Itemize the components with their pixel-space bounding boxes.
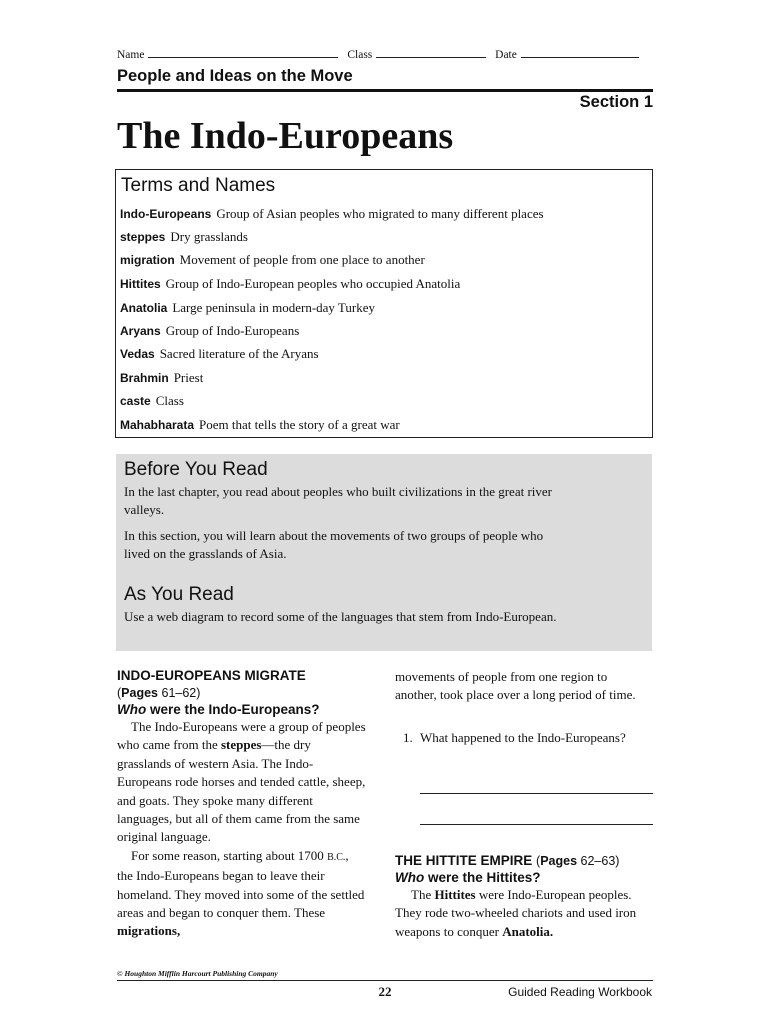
pages-word: Pages [540, 854, 578, 868]
term-definition: Movement of people from one place to another [179, 252, 425, 267]
key-term: Hittites [434, 887, 476, 902]
term-definition: Priest [173, 370, 204, 385]
header-rule [117, 89, 653, 92]
term-definition: Group of Indo-European peoples who occupied Anatolia [165, 276, 461, 291]
term-definition: Poem that tells the story of a great war [199, 417, 400, 432]
as-you-read-heading: As You Read [124, 584, 234, 605]
text-run: The Indo-Europeans were a group of peoples who came from the [117, 719, 366, 753]
terms-box [115, 169, 653, 438]
body-paragraph: movements of people from one region to another, took place over a long period of time. [395, 669, 636, 703]
section-heading [395, 853, 650, 868]
date-label: Date [495, 49, 517, 61]
student-info-line [117, 46, 653, 61]
name-label: Name [117, 49, 145, 61]
hittite-section [395, 853, 650, 941]
pages-range: 62–63) [577, 854, 620, 868]
term-name: Anatolia [120, 301, 168, 315]
question-rest: were the Indo-Europeans? [146, 702, 320, 717]
answer-line[interactable] [420, 793, 653, 794]
date-blank [521, 46, 639, 58]
term-definition: Group of Indo-Europeans [165, 323, 300, 338]
term-definition: Large peninsula in modern-day Turkey [172, 300, 376, 315]
section-label: Section 1 [579, 93, 653, 111]
term-name: Indo-Europeans [120, 207, 212, 221]
before-you-read-p2: In this section, you will learn about the movements of two groups of people who lived on the grasslands of Asia. [124, 528, 544, 561]
name-blank [148, 46, 338, 58]
term-row [120, 206, 544, 222]
terms-title: Terms and Names [121, 175, 276, 196]
term-name: steppes [120, 230, 166, 244]
term-definition: Class [155, 393, 184, 408]
answer-line[interactable] [420, 824, 653, 825]
term-name: Hittites [120, 277, 161, 291]
term-definition: Group of Asian peoples who migrated to many different places [216, 206, 544, 221]
question-who: Who [117, 702, 147, 717]
pages-range: 61–62) [158, 686, 201, 700]
class-blank [376, 46, 486, 58]
before-you-read-p1: In the last chapter, you read about peoples who built civilizations in the great river valleys. [124, 484, 552, 517]
class-label: Class [347, 49, 373, 61]
workbook-title: Guided Reading Workbook [508, 985, 652, 999]
page-number: 22 [378, 984, 392, 999]
term-row [120, 370, 203, 386]
footer-rule [117, 980, 653, 981]
pages-ref [117, 686, 367, 700]
before-you-read-heading: Before You Read [124, 459, 268, 480]
text-run: , the Indo-Europeans began to leave their homeland. They moved into some of the settled areas and began to conquer them. These [117, 847, 365, 921]
term-name: Vedas [120, 347, 155, 361]
reading-preview-box [116, 454, 652, 651]
text-run: For some reason, starting about 1700 [131, 847, 328, 863]
term-row [120, 323, 299, 339]
body-paragraph [395, 886, 650, 941]
question-heading [395, 870, 650, 885]
term-row [120, 229, 248, 245]
as-you-read-p1: Use a web diagram to record some of the languages that stem from Indo-European. [124, 609, 557, 624]
term-row [120, 417, 400, 433]
text-run: were Indo-European peoples. They rode two-wheeled chariots and used iron weapons to conquer [395, 887, 637, 939]
era-abbrev: B.C. [327, 851, 346, 863]
section-heading: INDO-EUROPEANS MIGRATE [117, 668, 306, 683]
term-row [120, 346, 319, 362]
question-number: 1. [403, 730, 413, 745]
term-definition: Dry grasslands [170, 229, 248, 244]
copyright-notice: © Houghton Mifflin Harcourt Publishing Company [117, 969, 278, 978]
term-name: Aryans [120, 324, 161, 338]
body-paragraph [117, 718, 367, 847]
body-paragraph [117, 847, 367, 941]
question-heading [117, 702, 367, 717]
term-name: caste [120, 394, 151, 408]
term-definition: Sacred literature of the Aryans [159, 346, 319, 361]
left-column [117, 668, 367, 941]
term-name: Mahabharata [120, 418, 195, 432]
key-term: Anatolia. [502, 923, 554, 939]
text-run: The [411, 887, 435, 902]
right-column [395, 668, 655, 958]
pages-open: ( [536, 854, 541, 868]
term-row [120, 300, 375, 316]
term-row [120, 393, 184, 409]
term-row [120, 252, 425, 268]
term-row [120, 276, 460, 292]
key-term: steppes [220, 737, 262, 753]
unit-title: People and Ideas on the Move [117, 67, 353, 85]
question-who: Who [395, 870, 425, 885]
page-title: The Indo-Europeans [117, 115, 454, 157]
heading-text: THE HITTITE EMPIRE [395, 853, 533, 868]
question-rest: were the Hittites? [424, 870, 541, 885]
key-term: migrations, [117, 923, 181, 939]
text-run: —the dry grasslands of western Asia. The Indo-Europeans rode horses and tended cattle, sheep, and goats. They spoke many different languages, but all of them came from the same original language. [117, 737, 366, 845]
question-1 [403, 729, 643, 747]
pages-open: ( [117, 686, 122, 700]
question-text: What happened to the Indo-Europeans? [420, 730, 626, 745]
term-name: Brahmin [120, 371, 169, 385]
pages-word: Pages [121, 686, 159, 700]
term-name: migration [120, 253, 175, 267]
